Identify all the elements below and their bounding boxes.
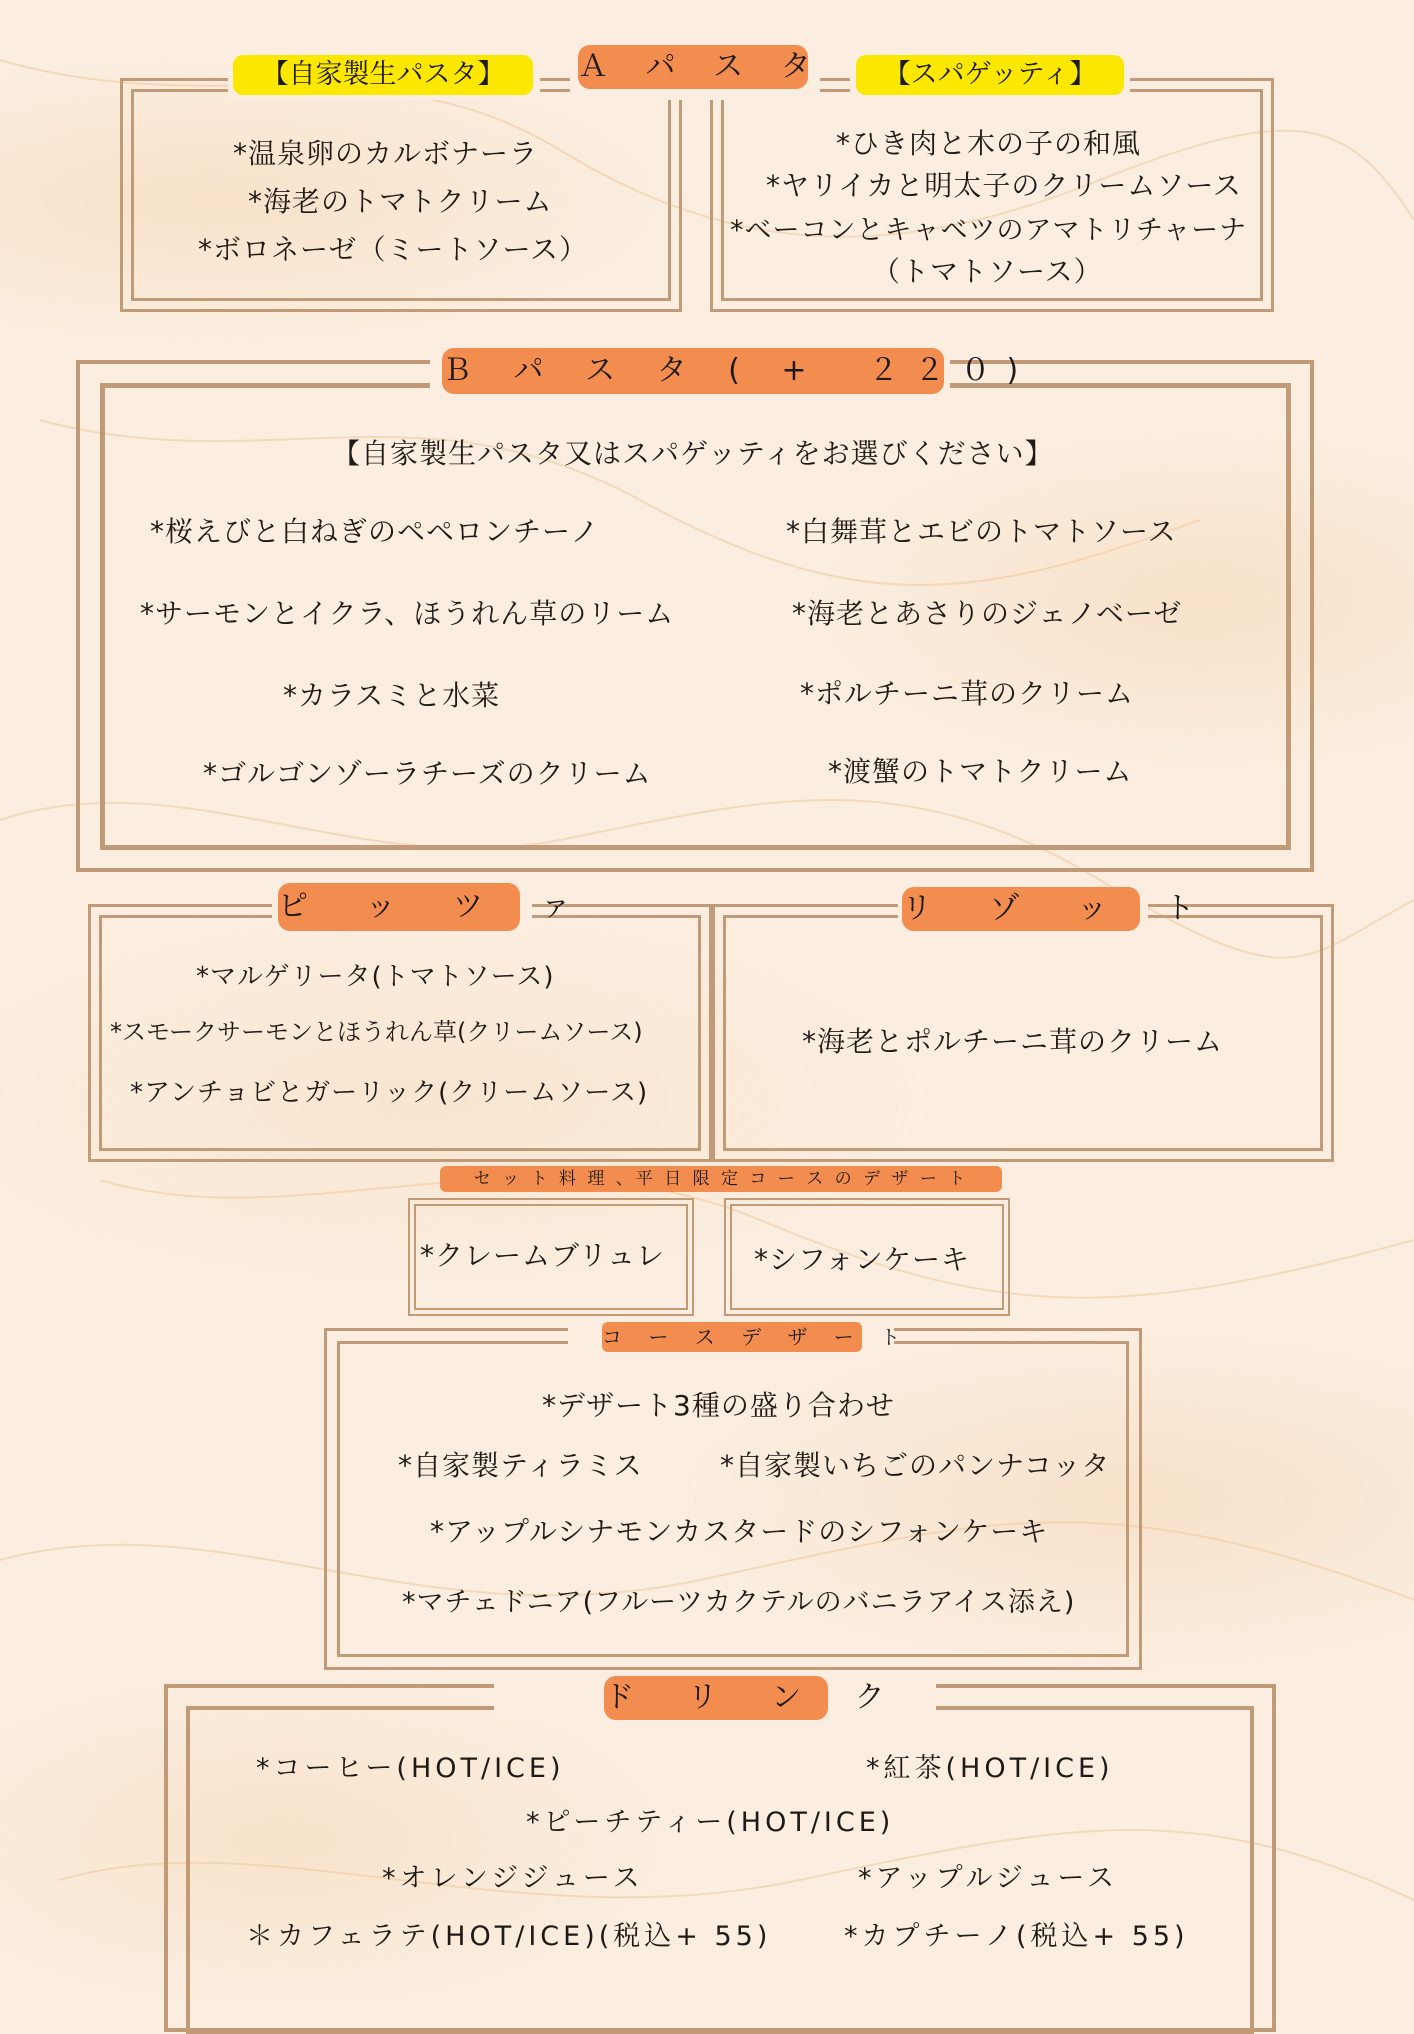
set-dessert-title: セ ッ ト 料 理 、平 日 限 定 コ ー ス の デ ザ ー ト bbox=[440, 1166, 1002, 1192]
list-item: *クレームブリュレ bbox=[420, 1239, 666, 1272]
b-pasta-subtitle: 【自家製生パスタ又はスパゲッティをお選びください】 bbox=[332, 437, 1054, 470]
list-item: （トマトソース） bbox=[872, 255, 1103, 288]
list-item: *コーヒー(HOT/ICE) bbox=[256, 1753, 565, 1784]
list-item: *自家製いちごのパンナコッタ bbox=[720, 1449, 1111, 1482]
list-item: *ベーコンとキャベツのアマトリチャーナ bbox=[730, 215, 1248, 246]
b-pasta-title: Ｂ パ ス タ ( + ２２０) bbox=[442, 348, 944, 394]
list-item: *アップルシナモンカスタードのシフォンケーキ bbox=[430, 1515, 1049, 1548]
list-item: *ゴルゴンゾーラチーズのクリーム bbox=[203, 757, 652, 790]
list-item: *カプチーノ(税込+ 55) bbox=[844, 1921, 1189, 1952]
list-item: *カラスミと水菜 bbox=[283, 679, 501, 712]
list-item: *オレンジジュース bbox=[382, 1863, 644, 1894]
list-item: *シフォンケーキ bbox=[754, 1243, 971, 1276]
list-item: *白舞茸とエビのトマトソース bbox=[786, 515, 1177, 548]
a-pasta-title: Ａ パ ス タ bbox=[578, 45, 808, 89]
fresh-pasta-heading: 【自家製生パスタ】 bbox=[233, 55, 533, 95]
list-item: *アップルジュース bbox=[858, 1863, 1118, 1894]
list-item: *サーモンとイクラ、ほうれん草のリーム bbox=[140, 597, 675, 630]
list-item: *ピーチティー(HOT/ICE) bbox=[526, 1807, 895, 1838]
list-item: *桜えびと白ねぎのペペロンチーノ bbox=[150, 515, 600, 548]
list-item: *ヤリイカと明太子のクリームソース bbox=[766, 169, 1242, 202]
list-item: *マルゲリータ(トマトソース) bbox=[196, 962, 555, 992]
list-item: *海老とあさりのジェノベーゼ bbox=[792, 597, 1183, 630]
list-item: *ボロネーゼ（ミートソース） bbox=[198, 233, 589, 266]
course-dessert-title: コ ー ス デ ザ ー ト bbox=[602, 1322, 862, 1352]
list-item: *海老のトマトクリーム bbox=[248, 185, 553, 218]
list-item: *デザート3種の盛り合わせ bbox=[542, 1389, 895, 1422]
spaghetti-heading: 【スパゲッティ】 bbox=[856, 55, 1124, 95]
list-item: *温泉卵のカルボナーラ bbox=[233, 137, 539, 170]
list-item: *渡蟹のトマトクリーム bbox=[828, 755, 1133, 788]
list-item: *ポルチーニ茸のクリーム bbox=[800, 677, 1135, 710]
pizza-title: ピ ッ ツ ァ bbox=[278, 883, 520, 931]
drink-title: ド リ ン ク bbox=[604, 1676, 828, 1720]
risotto-title: リ ゾ ッ ト bbox=[902, 887, 1140, 931]
list-item: *スモークサーモンとほうれん草(クリームソース) bbox=[110, 1018, 643, 1046]
list-item: *紅茶(HOT/ICE) bbox=[866, 1753, 1114, 1784]
list-item: *海老とポルチーニ茸のクリーム bbox=[802, 1025, 1224, 1058]
list-item: *自家製ティラミス bbox=[398, 1449, 643, 1482]
list-item: *マチェドニア(フルーツカクテルのバニラアイス添え) bbox=[402, 1587, 1076, 1618]
list-item: ＊カフェラテ(HOT/ICE)(税込+ 55) bbox=[246, 1921, 772, 1952]
list-item: *アンチョビとガーリック(クリームソース) bbox=[130, 1078, 649, 1108]
list-item: *ひき肉と木の子の和風 bbox=[836, 127, 1142, 160]
